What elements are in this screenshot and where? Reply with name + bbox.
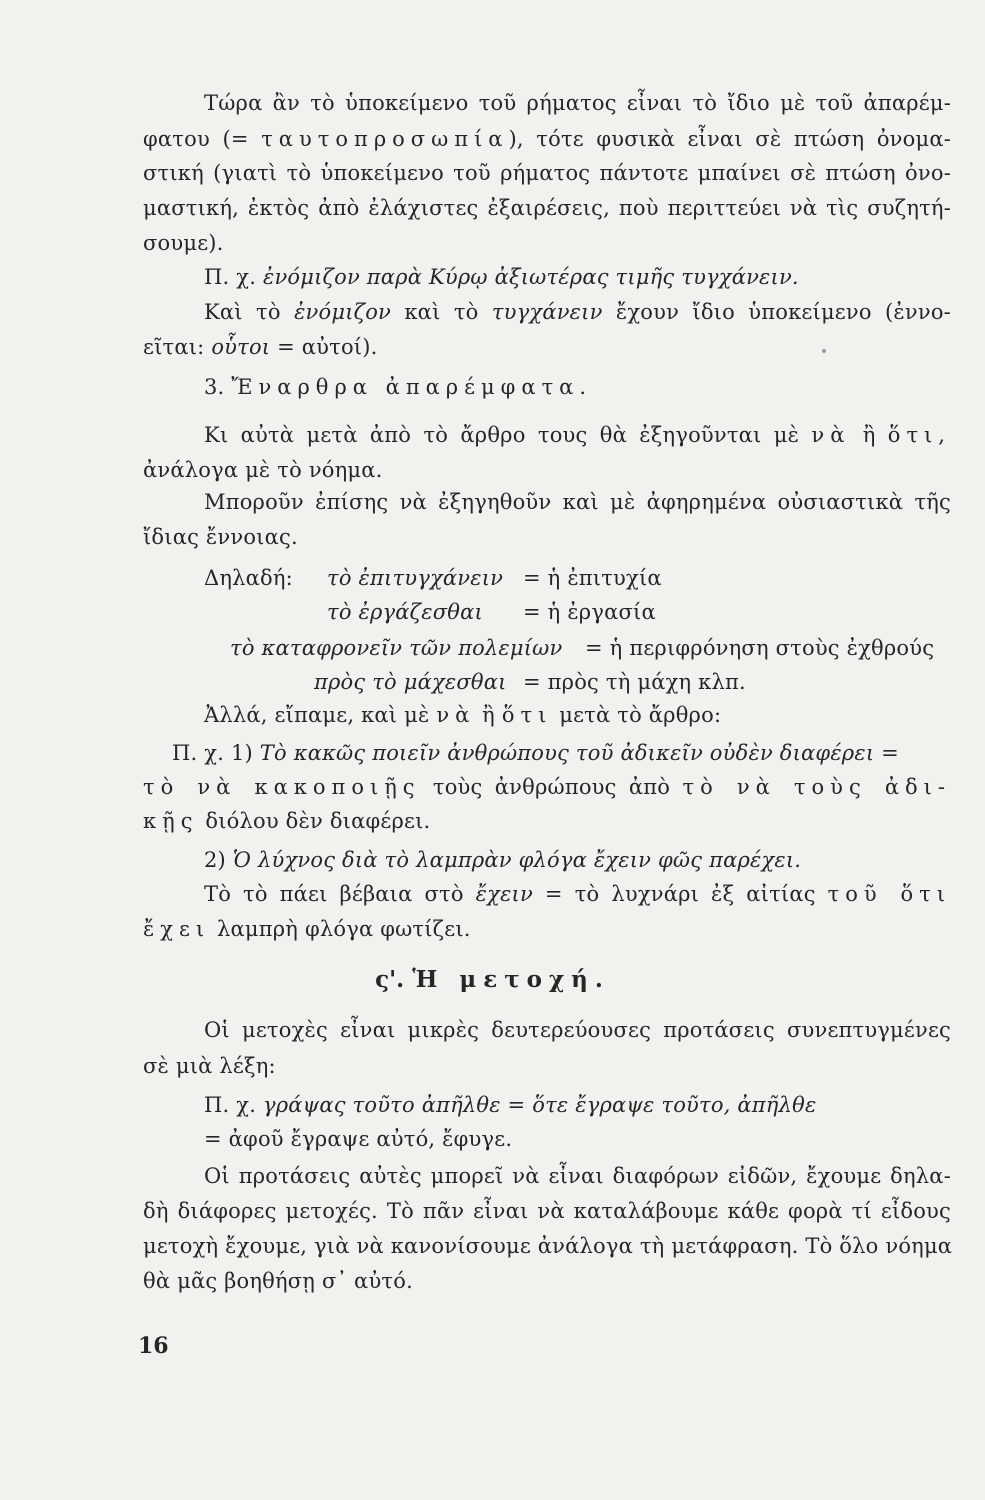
p2-text-autoi: = αὐτοί).: [277, 335, 378, 359]
p2-text-a: Καὶ τὸ: [204, 300, 281, 324]
example-3-line-1: [204, 845, 801, 875]
p3-text: Κι αὐτὰ μετὰ ἀπὸ τὸ ἄρθρο τους θὰ ἐξηγοῦνται μὲ: [204, 423, 800, 447]
p2-text-c: καὶ τὸ: [404, 300, 479, 324]
p5-text: Ἀλλά, εἴπαμε, καὶ μὲ: [204, 703, 430, 727]
p1-line-2-start: φατου (=: [143, 127, 249, 151]
eq-row-3-left: τὸ καταφρονεῖν τῶν πολεμίων: [230, 636, 563, 660]
p1-line-4: μαστική, ἐκτὸς ἀπὸ ἐλάχιστες ἐξαιρέσεις, ποὺ περιττεύει νὰ τὶς συζητή-: [143, 196, 951, 220]
p2-text-ennoeitai: εῖται:: [143, 335, 205, 359]
p7-line-4: θὰ μᾶς βοηθήσῃ σ᾽ αὐτό.: [143, 1269, 413, 1293]
section-title: Ἡ μετοχή.: [412, 966, 610, 993]
p2-text-e: ἔχουν ἴδιο ὑποκείμενο (ἐννο-: [615, 300, 951, 324]
p1-line-2-end: ), τότε φυσικὰ εἶναι σὲ πτώση ὀνομα-: [508, 127, 951, 151]
p5-word-i: ἢ: [482, 703, 495, 727]
p5-word-na: νὰ: [436, 703, 476, 727]
example-2-line-3: [143, 806, 430, 836]
p2-word-tynchanein: τυγχάνειν: [491, 300, 603, 324]
example-3-word-echein: ἔχειν: [475, 882, 533, 906]
p4-line-1: Μποροῦν ἐπίσης νὰ ἐξηγηθοῦν καὶ μὲ ἀφηρημένα οὐσιαστικὰ τῆς: [204, 490, 951, 514]
example-3-line-3: [143, 914, 471, 944]
section-3-heading: [204, 372, 592, 402]
eq-row-2-left: τὸ ἐργάζεσθαι: [327, 600, 483, 624]
p2-line-2: [143, 332, 378, 362]
p5-line: [204, 700, 721, 730]
eq-row-1-right: = ἡ ἐπιτυχία: [523, 566, 662, 590]
p1-line-1: Τώρα ἂν τὸ ὑποκείμενο τοῦ ρήματος εἶναι τὸ ἴδιο μὲ τοῦ ἀπαρέμ-: [204, 91, 951, 115]
equivalences-lead: Δηλαδή:: [204, 566, 293, 590]
eq-row-4-right: = πρὸς τὴ μάχη κλπ.: [523, 670, 746, 694]
section-3-title: Ἔναρθρα ἀπαρέμφατα.: [231, 375, 593, 399]
example-4-label: Π. χ.: [204, 1093, 257, 1117]
p1-line-2: [143, 124, 951, 154]
example-4-line-2: = ἀφοῦ ἔγραψε αὐτό, ἔφυγε.: [204, 1127, 513, 1151]
example-3-tou-oti: τοῦ ὅτι: [827, 882, 951, 906]
p6-line-2: σὲ μιὰ λέξη:: [143, 1054, 276, 1078]
eq-row-1-left: τὸ ἐπιτυγχάνειν: [327, 566, 504, 590]
example-1: [204, 262, 799, 292]
p3-word-oti: ὅτι,: [887, 423, 951, 447]
example-2-tail: διόλου δὲν διαφέρει.: [205, 809, 431, 833]
p4-line-2: ἴδιας ἔννοιας.: [143, 525, 298, 549]
ink-speck: [822, 349, 826, 353]
eq-row-3-right: = ἡ περιφρόνηση στοὺς ἐχθρούς: [585, 636, 935, 660]
p6-line-1: Οἱ μετοχὲς εἶναι μικρὲς δευτερεύουσες προτάσεις συνεπτυγμένες: [204, 1018, 951, 1042]
p7-line-3: μετοχὴ ἔχουμε, γιὰ νὰ κανονίσουμε ἀνάλογα τὴ μετάφραση. Τὸ ὅλο νόημα: [143, 1234, 953, 1258]
example-2-line-1: [172, 738, 899, 768]
section-3-number: 3.: [204, 375, 225, 399]
p1-line-3: στική (γιατὶ τὸ ὑποκείμενο τοῦ ρήματος πάντοτε μπαίνει σὲ πτώση ὀνο-: [143, 161, 951, 185]
example-2-phrase-2: τοὺς ἀνθρώπους ἀπὸ: [432, 775, 671, 799]
term-tautoprosopia: ταυτοπροσωπία: [261, 127, 509, 151]
example-2-word-kis: κῇς: [143, 809, 199, 833]
p3-line-2: ἀνάλογα μὲ τὸ νόημα.: [143, 458, 383, 482]
example-2-phrase-1: τὸ νὰ κακοποιῇς: [143, 775, 421, 799]
p5-word-oti: ὅτι: [501, 703, 553, 727]
section-heading-metochi: [0, 965, 985, 995]
example-3-number: 2): [204, 848, 226, 872]
page-number: 16: [138, 1333, 169, 1359]
example-2-label: Π. χ. 1): [172, 741, 253, 765]
p3-word-i: ἢ: [862, 423, 876, 447]
example-2-phrase-3: τὸ νὰ τοὺς ἀδι-: [682, 775, 951, 799]
example-4-line-1: [204, 1090, 816, 1120]
p1-line-5: σουμε).: [143, 231, 224, 255]
example-3-c: = τὸ λυχνάρι ἐξ αἰτίας: [544, 882, 816, 906]
p2-word-enomizon: ἐνόμιζον: [294, 300, 392, 324]
p3-line-1: [204, 420, 951, 450]
p5-text-end: μετὰ τὸ ἄρθρο:: [559, 703, 722, 727]
example-2-text: Τὸ κακῶς ποιεῖν ἀνθρώπους τοῦ ἀδικεῖν οὐδὲν διαφέρει =: [259, 741, 899, 765]
p2-line-1: [204, 297, 951, 327]
example-1-text: ἐνόμιζον παρὰ Κύρῳ ἀξιωτέρας τιμῆς τυγχάνειν.: [262, 265, 799, 289]
p3-word-na: νὰ: [811, 423, 851, 447]
example-3-text: Ὁ λύχνος διὰ τὸ λαμπρὰν φλόγα ἔχειν φῶς παρέχει.: [232, 848, 802, 872]
example-4-text: γράψας τοῦτο ἀπῆλθε = ὅτε ἔγραψε τοῦτο, ἀπῆλθε: [262, 1093, 817, 1117]
example-3-line-2: [204, 879, 951, 909]
p7-line-1: Οἱ προτάσεις αὐτὲς μπορεῖ νὰ εἶναι διαφόρων εἰδῶν, ἔχουμε δηλα-: [204, 1164, 951, 1188]
example-3-word-echei: ἔχει: [143, 917, 211, 941]
example-1-label: Π. χ.: [204, 265, 257, 289]
eq-row-4-left: πρὸς τὸ μάχεσθαι: [314, 670, 507, 694]
example-3-tail: λαμπρὴ φλόγα φωτίζει.: [217, 917, 471, 941]
eq-row-2-right: = ἡ ἐργασία: [523, 600, 656, 624]
section-letter: ς'.: [375, 966, 405, 993]
example-2-line-2: [143, 772, 951, 802]
p7-line-2: δὴ διάφορες μετοχές. Τὸ πᾶν εἶναι νὰ καταλάβουμε κάθε φορὰ τί εἶδους: [143, 1199, 951, 1223]
p2-word-houtoi: οὗτοι: [211, 335, 271, 359]
example-3-a: Τὸ τὸ πάει βέβαια στὸ: [204, 882, 464, 906]
